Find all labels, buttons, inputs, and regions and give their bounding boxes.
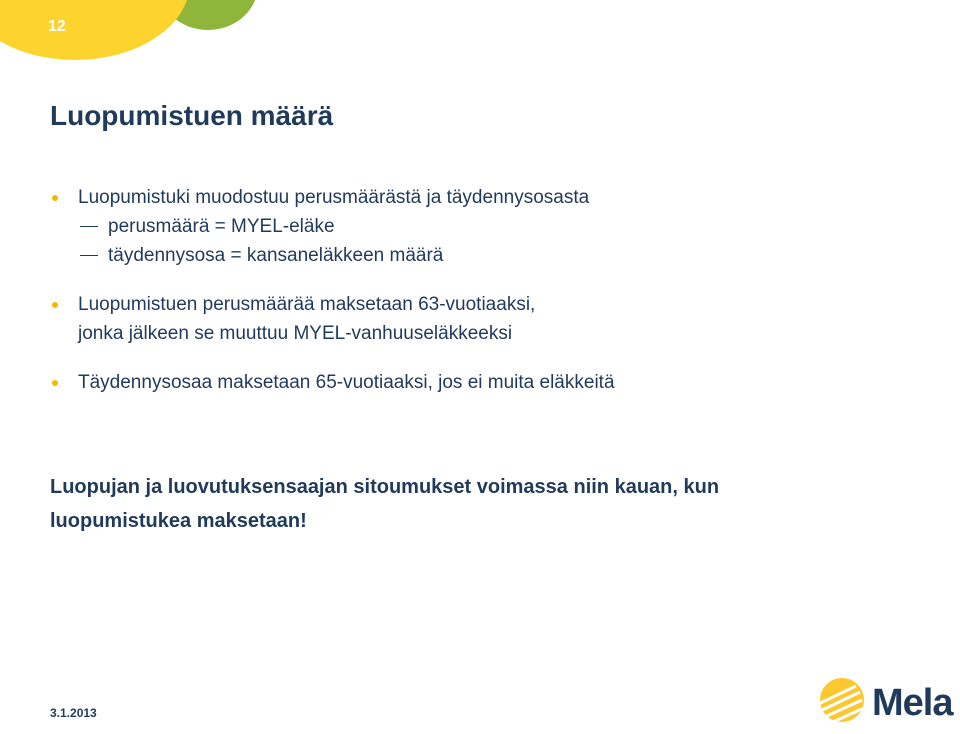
decor-circle-yellow xyxy=(0,0,190,60)
footer-date: 3.1.2013 xyxy=(50,706,97,720)
logo-text: Mela xyxy=(872,682,953,724)
summary-line: luopumistukea maksetaan! xyxy=(50,510,307,532)
sub-bullet-item: perusmäärä = MYEL-eläke xyxy=(52,212,912,241)
bullet-line: jonka jälkeen se muuttuu MYEL-vanhuuseläkkeeksi xyxy=(78,323,513,344)
sub-bullet-item: täydennysosa = kansaneläkkeen määrä xyxy=(52,241,912,270)
bullet-list xyxy=(52,183,912,397)
mela-logo xyxy=(812,674,958,730)
sun-rays-icon xyxy=(812,676,864,728)
bullet-item: Luopumistuki muodostuu perusmäärästä ja täydennysosasta xyxy=(52,183,912,212)
summary-line: Luopujan ja luovutuksensaajan sitoumukset voimassa niin kauan, kun xyxy=(50,476,720,498)
bullet-line: Luopumistuen perusmäärää maksetaan 63-vuotiaaksi, xyxy=(78,294,536,315)
bullet-item xyxy=(52,290,912,348)
bullet-item: Täydennysosaa maksetaan 65-vuotiaaksi, jos ei muita eläkkeitä xyxy=(52,368,912,397)
slide-title: Luopumistuen määrä xyxy=(50,100,334,131)
summary-statement xyxy=(50,470,810,538)
slide-number: 12 xyxy=(48,18,66,35)
